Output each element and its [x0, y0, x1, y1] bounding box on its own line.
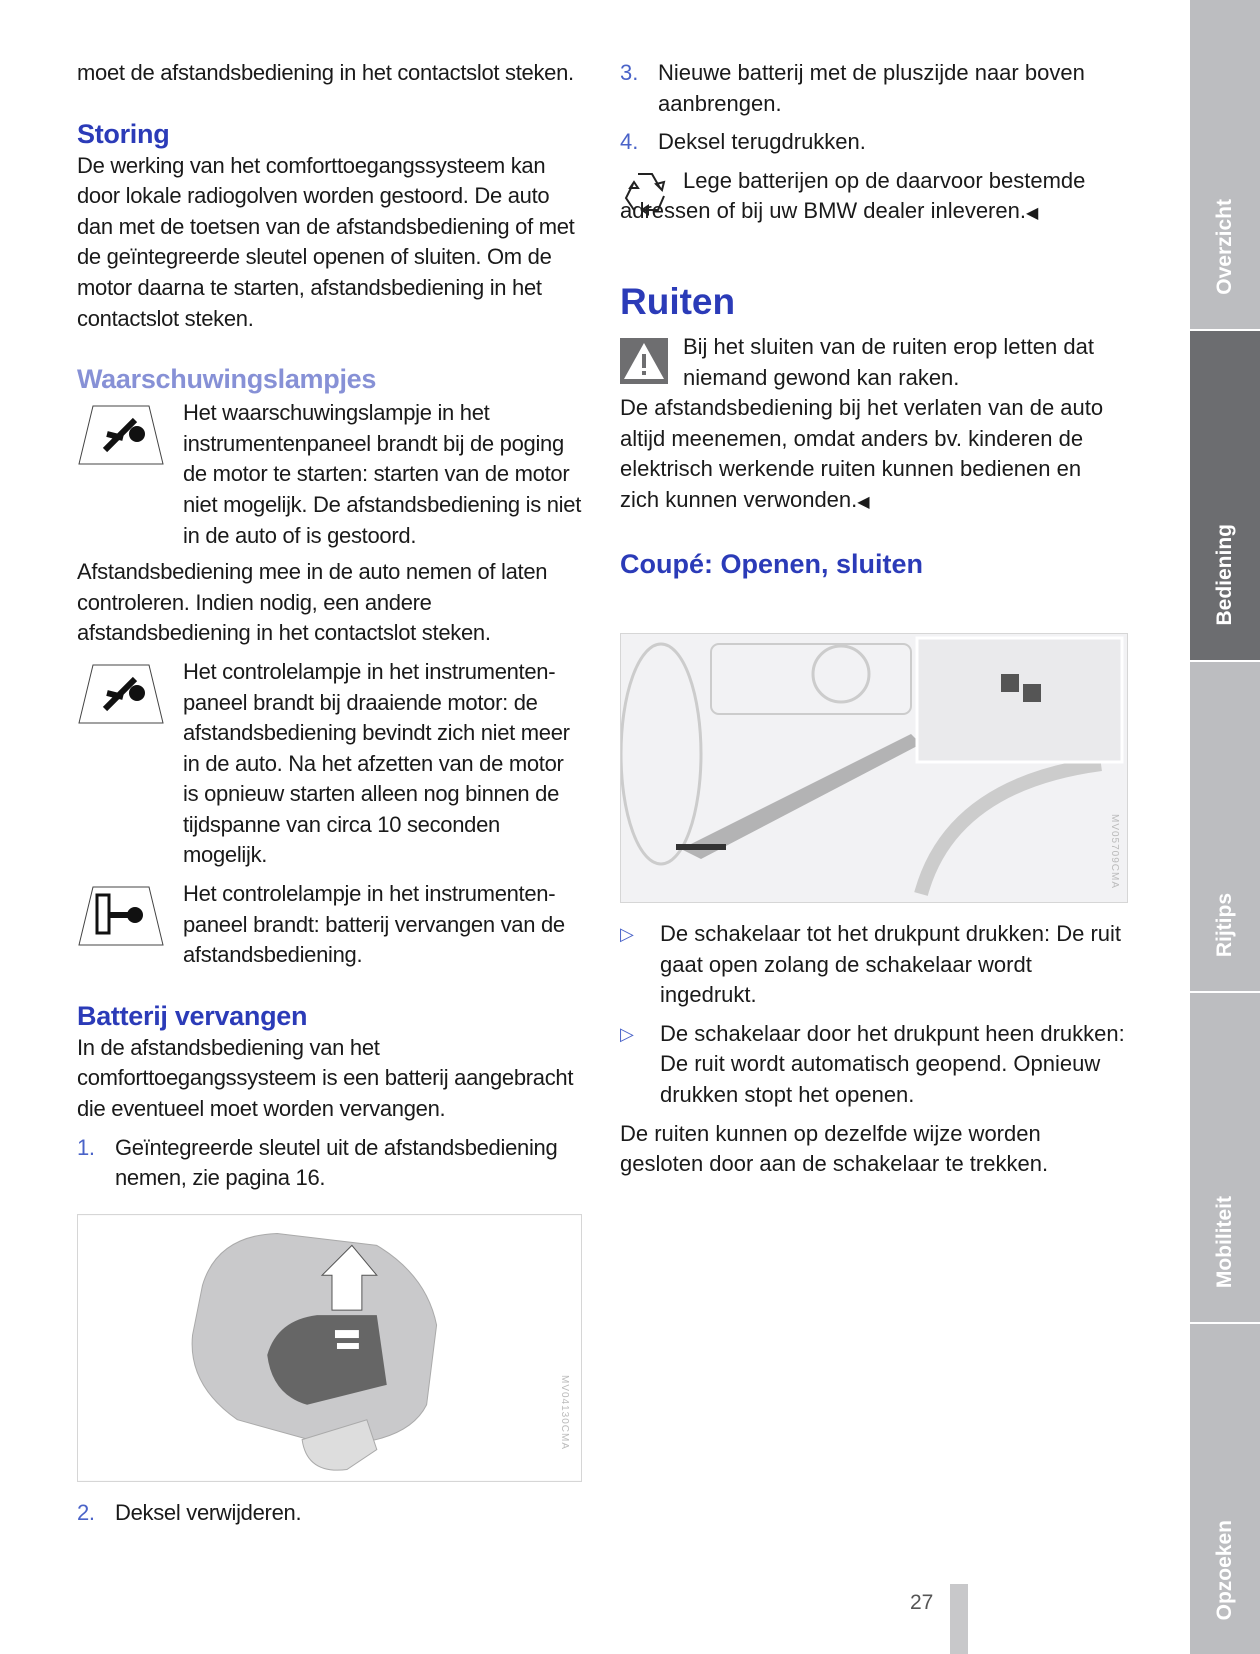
end-mark-icon: ◀: [857, 493, 870, 511]
tab-label: Bediening: [1212, 524, 1236, 626]
intro-text: moet de afstandsbediening in het contactslot steken.: [77, 60, 574, 85]
figure-code: MV04130CMA: [559, 1374, 570, 1450]
triangle-bullet-icon: ▷: [620, 1023, 634, 1044]
remote-key-illustration: [78, 1215, 581, 1481]
warnings-heading: Waarschuwingslampjes: [77, 364, 377, 395]
step-number: 1.: [77, 1134, 95, 1160]
coupe-heading: Coupé: Openen, sluiten: [620, 548, 924, 579]
ruiten-warning-text: Bij het sluiten van de ruiten erop letten dat niemand gewond kan raken.: [683, 333, 1094, 390]
lamp2-block: [77, 657, 582, 871]
battery-step-2: [77, 1498, 582, 1529]
ruiten-warning: [620, 332, 1125, 393]
bullet-text: De schakelaar tot het drukpunt drukken: De ruit gaat open zolang de schakelaar wordt ingedrukt.: [660, 921, 1122, 1008]
end-mark-icon: ◀: [1025, 205, 1039, 223]
tab-opzoeken[interactable]: [1190, 1324, 1260, 1654]
step-number: 3.: [620, 60, 639, 85]
tab-label: Mobiliteit: [1212, 1195, 1236, 1288]
tab-bediening[interactable]: [1190, 331, 1260, 660]
left-column: [77, 58, 582, 1528]
lamp3-text: Het controlelampje in het instrumenten-paneel brandt: batterij vervangen van de afstandsbediening.: [183, 881, 565, 968]
recycle-note: [620, 166, 1125, 230]
closing-text: De ruiten kunnen op dezelfde wijze worden gesloten door aan de schakelaar te trekken.: [620, 1120, 1049, 1177]
coupe-instructions: [620, 919, 1125, 1180]
step-number: 2.: [77, 1499, 95, 1525]
bullet-text: De schakelaar door het drukpunt heen drukken:: [660, 1020, 1125, 1046]
battery-step-1: [77, 1133, 582, 1194]
tab-label: Opzoeken: [1212, 1519, 1236, 1620]
triangle-bullet-icon: ▷: [620, 924, 634, 944]
battery-step-4: [620, 127, 1125, 158]
bullet-item: [620, 1019, 1125, 1111]
tab-overzicht[interactable]: [1190, 0, 1260, 329]
step-number: 4.: [620, 129, 639, 155]
step-text: Deksel terugdrukken.: [658, 129, 866, 155]
storing-text: De werking van het comforttoegangssysteem kan door lokale radiogolven worden gestoord. De auto dan met de toetsen van de afstandsbediening of met de geïntegreerde sleutel openen of sluiten. Om de motor daarna te starten, afstandsbediening in het contactslot steken.: [77, 152, 575, 331]
lamp2-text: Het controlelampje in het instrumenten-paneel brandt bij draaiende motor: de afstandsbediening bevindt zich niet meer in de auto. Na het afzetten van de motor is opnieuw starten alleen nog binnen de tijdspanne van circa 10 seconden mogelijk.: [183, 658, 570, 868]
key-battery-cover-figure: [77, 1214, 582, 1482]
tab-mobiliteit[interactable]: [1190, 993, 1260, 1322]
storing-heading: Storing: [77, 118, 170, 149]
step-text: Nieuwe batterij met de pluszijde naar boven aanbrengen.: [658, 60, 1085, 116]
battery-step-3: [620, 58, 1125, 119]
figure-code: MV05709CMA: [1109, 814, 1120, 890]
bullet-item: [620, 919, 1125, 1011]
step-text: Deksel verwijderen.: [115, 1499, 302, 1525]
key-warning-lamp-icon: [77, 404, 165, 466]
lamp1-block: [77, 398, 582, 551]
tab-label: Rijtips: [1212, 892, 1236, 957]
step-text: Geïntegreerde sleutel uit de afstandsbediening nemen, zie pagina 16.: [115, 1134, 558, 1191]
lamp1-text: Het waarschuwingslampje in het instrumentenpaneel brandt bij de poging de motor te starten: starten van de motor niet mogelijk. De afstandsbediening is niet in de auto of is gestoord.: [183, 400, 582, 548]
recycle-text: Lege batterijen op de daarvoor bestemde adressen of bij uw BMW dealer inleveren.: [620, 167, 1086, 224]
lamp3-block: [77, 879, 582, 971]
page-marker-bar: [950, 1584, 968, 1654]
tab-label: Overzicht: [1212, 199, 1236, 295]
bullet-text: De ruit wordt automatisch geopend. Opnieuw drukken stopt het openen.: [660, 1051, 1101, 1107]
warning-triangle-icon: [620, 338, 668, 384]
battery-heading: Batterij vervangen: [77, 1000, 308, 1031]
ruiten-text: De afstandsbediening bij het verlaten van de auto altijd meenemen, omdat anders bv. kinderen de elektrisch werkende ruiten kunnen bedienen en zich kunnen verwonden.: [620, 395, 1104, 512]
window-switch-illustration: [621, 634, 1127, 902]
battery-text: In de afstandsbediening van het comforttoegangssysteem is een batterij aangebracht die eventueel moet worden vervangen.: [77, 1034, 574, 1122]
ruiten-heading: Ruiten: [620, 280, 736, 322]
page-number: 27: [910, 1591, 934, 1614]
key-battery-lamp-icon: [77, 885, 165, 947]
right-column: [620, 58, 1125, 581]
lamp1-followup: Afstandsbediening mee in de auto nemen of laten controleren. Indien nodig, een andere afstandsbediening in het contactslot steken.: [77, 559, 548, 646]
recycle-icon: [620, 170, 670, 218]
key-not-in-car-lamp-icon: [77, 663, 165, 725]
tab-rijtips[interactable]: [1190, 662, 1260, 991]
section-tabs: [1190, 0, 1260, 1654]
window-switch-figure: [620, 633, 1128, 903]
